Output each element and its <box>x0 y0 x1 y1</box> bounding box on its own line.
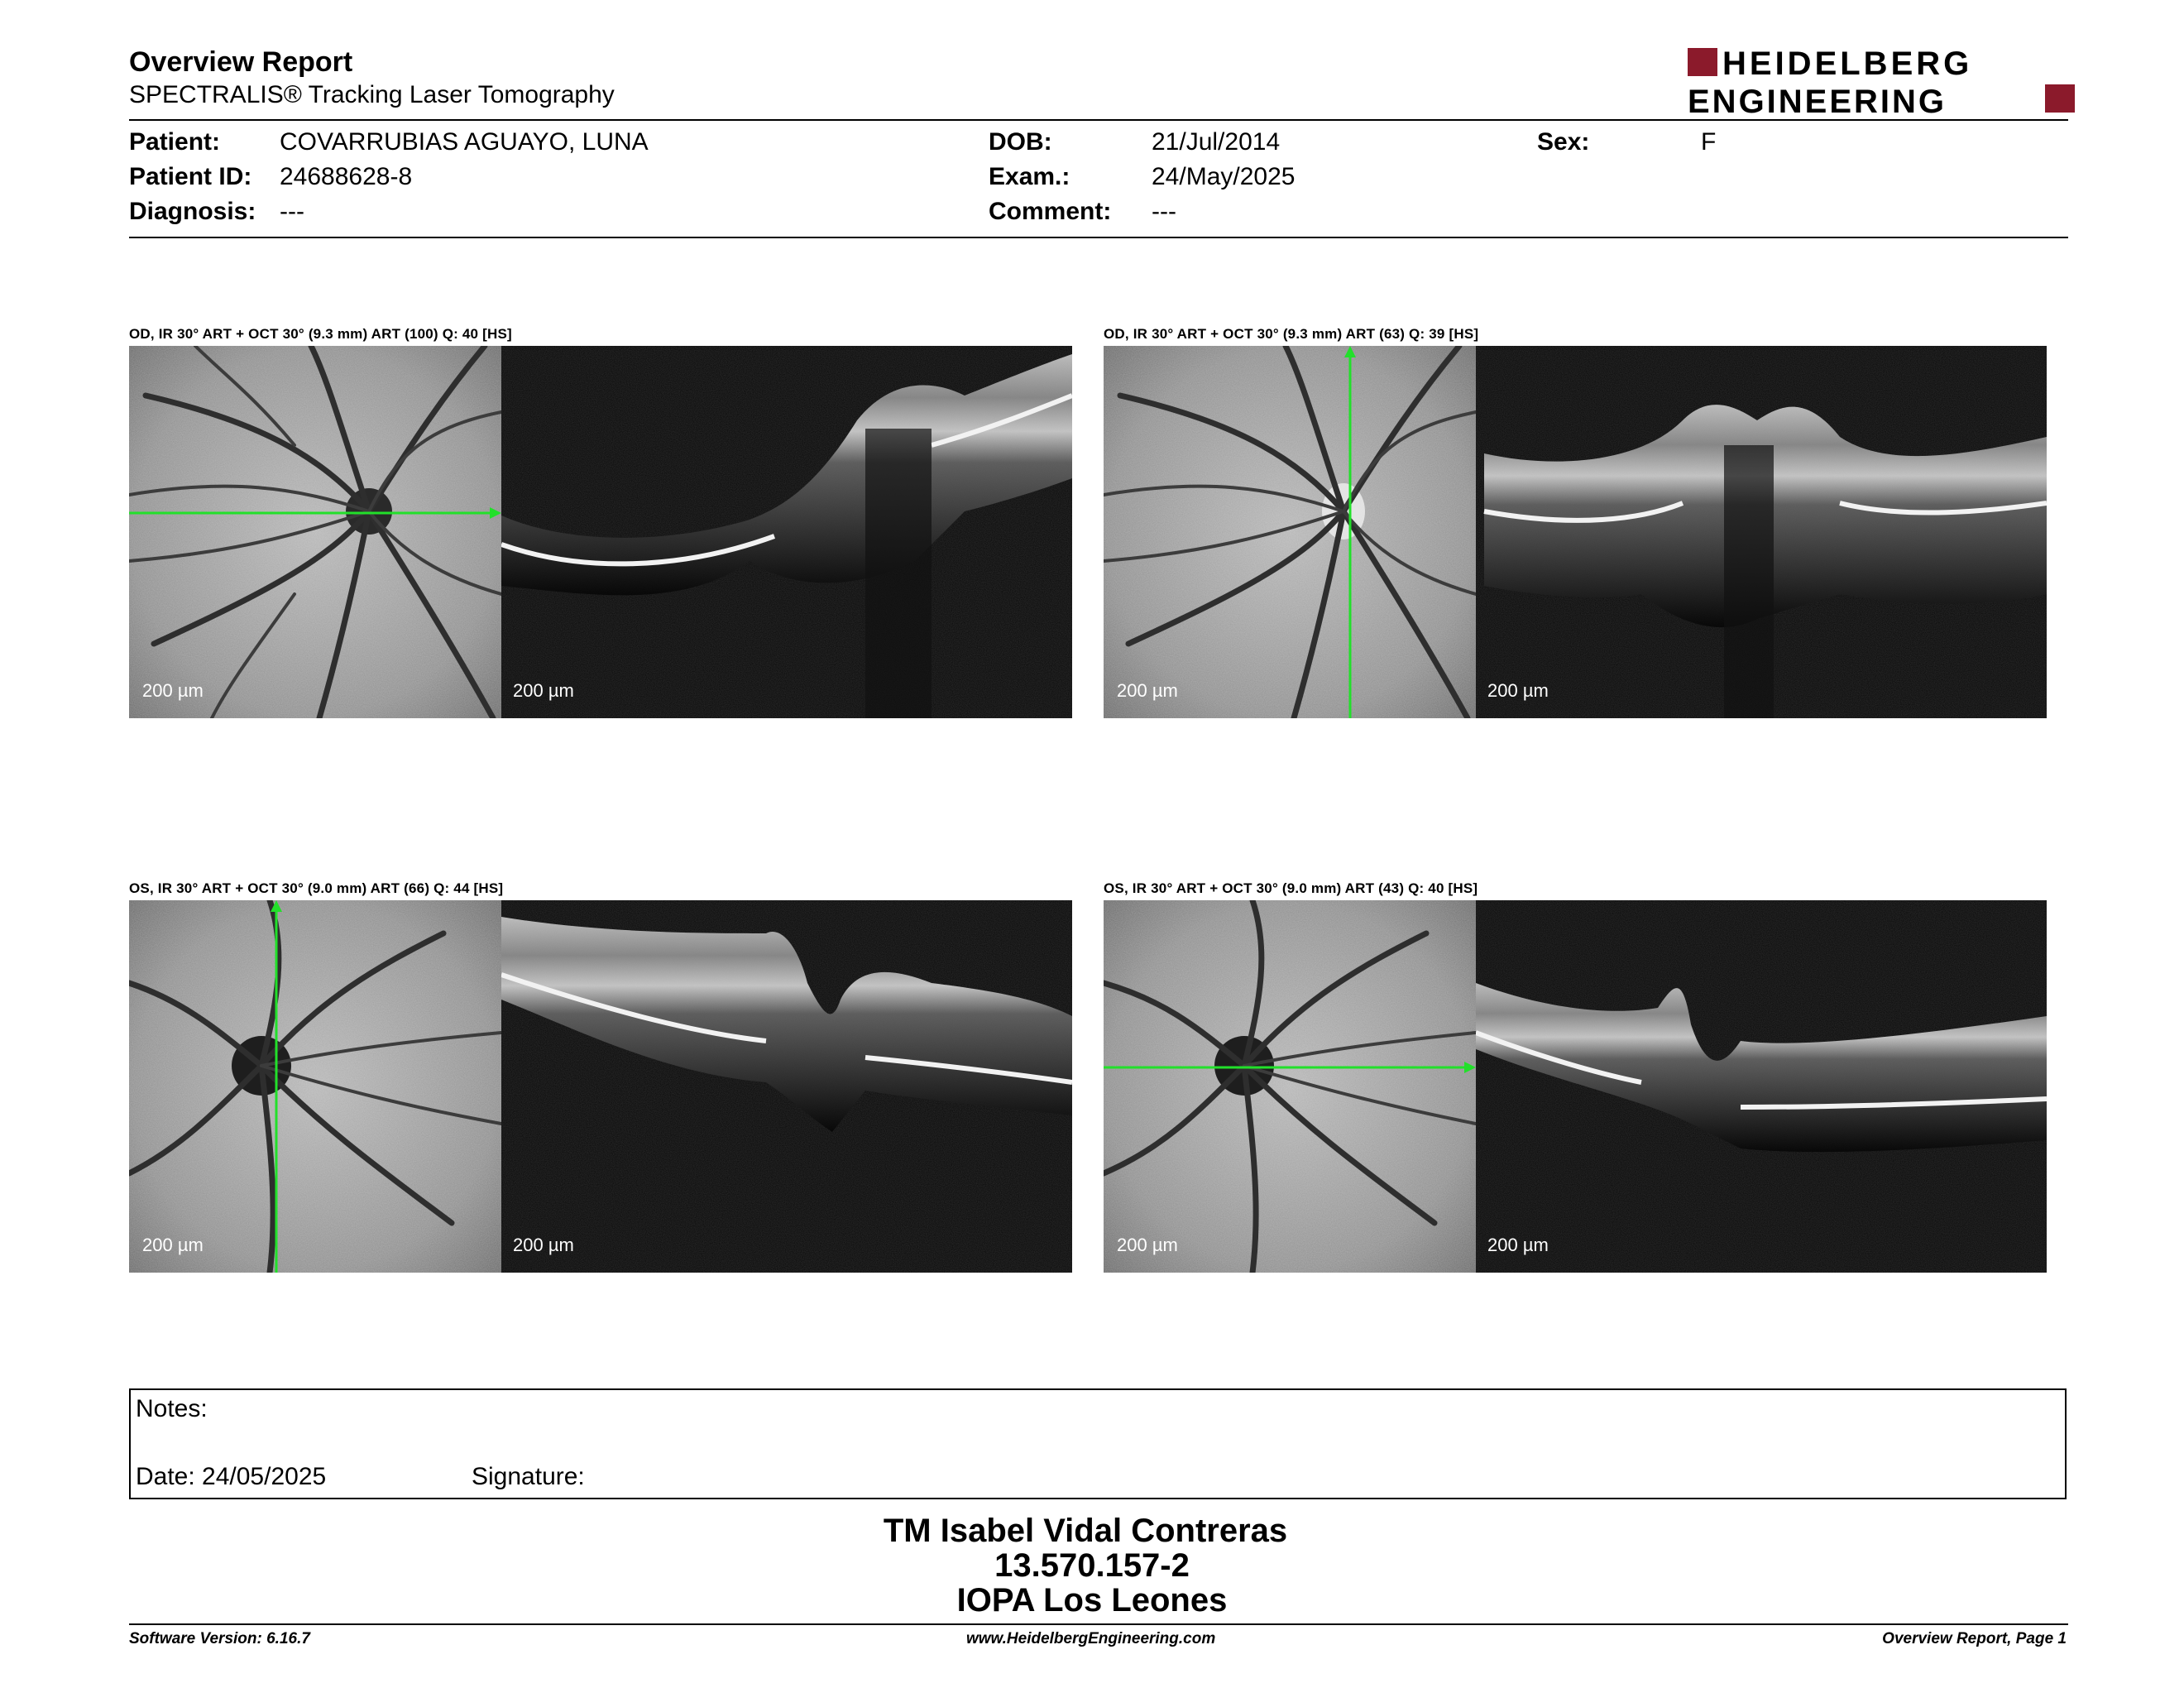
header-rule <box>129 119 2068 121</box>
patient-id-value: 24688628-8 <box>280 163 413 190</box>
report-title: Overview Report <box>129 46 353 78</box>
date-text: Date: 24/05/2025 <box>136 1463 327 1490</box>
diagnosis-value: --- <box>280 198 304 225</box>
scan-caption-2: OD, IR 30° ART + OCT 30° (9.3 mm) ART (63) Q: 39 [HS] <box>1104 326 1479 342</box>
fundus-scale-1: 200 µm <box>142 680 204 701</box>
fundus-scale-3: 200 µm <box>142 1235 204 1255</box>
patient-label: Patient: <box>129 128 221 156</box>
oct-scale-4: 200 µm <box>1487 1235 1549 1255</box>
footer-rule <box>129 1623 2068 1625</box>
patient-name: COVARRUBIAS AGUAYO, LUNA <box>280 128 649 156</box>
patient-rule <box>129 237 2068 238</box>
website-link[interactable]: www.HeidelbergEngineering.com <box>966 1630 1216 1647</box>
diagnosis-label: Diagnosis: <box>129 198 256 225</box>
dob-label: DOB: <box>989 128 1052 156</box>
heidelberg-logo <box>1688 46 2076 116</box>
oct-scale-3: 200 µm <box>513 1235 574 1255</box>
oct-bscan-1 <box>501 346 1072 718</box>
fundus-image-3 <box>129 900 501 1273</box>
operator-name: TM Isabel Vidal Contreras <box>883 1513 1288 1549</box>
operator-institution: IOPA Los Leones <box>956 1582 1228 1618</box>
signature-label: Signature: <box>472 1463 585 1490</box>
operator-id: 13.570.157-2 <box>994 1547 1190 1584</box>
page-number: Overview Report, Page 1 <box>1882 1630 2067 1647</box>
oct-bscan-2 <box>1476 346 2047 718</box>
scan-caption-3: OS, IR 30° ART + OCT 30° (9.0 mm) ART (66) Q: 44 [HS] <box>129 880 504 896</box>
exam-value: 24/May/2025 <box>1152 163 1296 190</box>
patient-id-label: Patient ID: <box>129 163 252 190</box>
logo-line2: ENGINEERING <box>1688 84 1947 116</box>
notes-box <box>129 1388 2067 1499</box>
exam-label: Exam.: <box>989 163 1070 190</box>
oct-scale-2: 200 µm <box>1487 680 1549 701</box>
fundus-scale-4: 200 µm <box>1117 1235 1178 1255</box>
scan-caption-4: OS, IR 30° ART + OCT 30° (9.0 mm) ART (43) Q: 40 [HS] <box>1104 880 1478 896</box>
fundus-image-4 <box>1104 900 1476 1273</box>
logo-line1: HEIDELBERG <box>1722 46 1973 82</box>
sex-label: Sex: <box>1537 128 1590 156</box>
dob-value: 21/Jul/2014 <box>1152 128 1281 156</box>
sex-value: F <box>1701 128 1717 156</box>
notes-label: Notes: <box>136 1395 208 1422</box>
fundus-image-1 <box>129 346 501 718</box>
software-version: Software Version: 6.16.7 <box>129 1630 310 1647</box>
comment-value: --- <box>1152 198 1176 225</box>
oct-bscan-3 <box>501 900 1072 1273</box>
fundus-scale-2: 200 µm <box>1117 680 1178 701</box>
oct-bscan-4 <box>1476 900 2047 1273</box>
comment-label: Comment: <box>989 198 1112 225</box>
report-subtitle: SPECTRALIS® Tracking Laser Tomography <box>129 81 615 108</box>
fundus-image-2 <box>1104 346 1476 718</box>
oct-scale-1: 200 µm <box>513 680 574 701</box>
scan-caption-1: OD, IR 30° ART + OCT 30° (9.3 mm) ART (100) Q: 40 [HS] <box>129 326 512 342</box>
